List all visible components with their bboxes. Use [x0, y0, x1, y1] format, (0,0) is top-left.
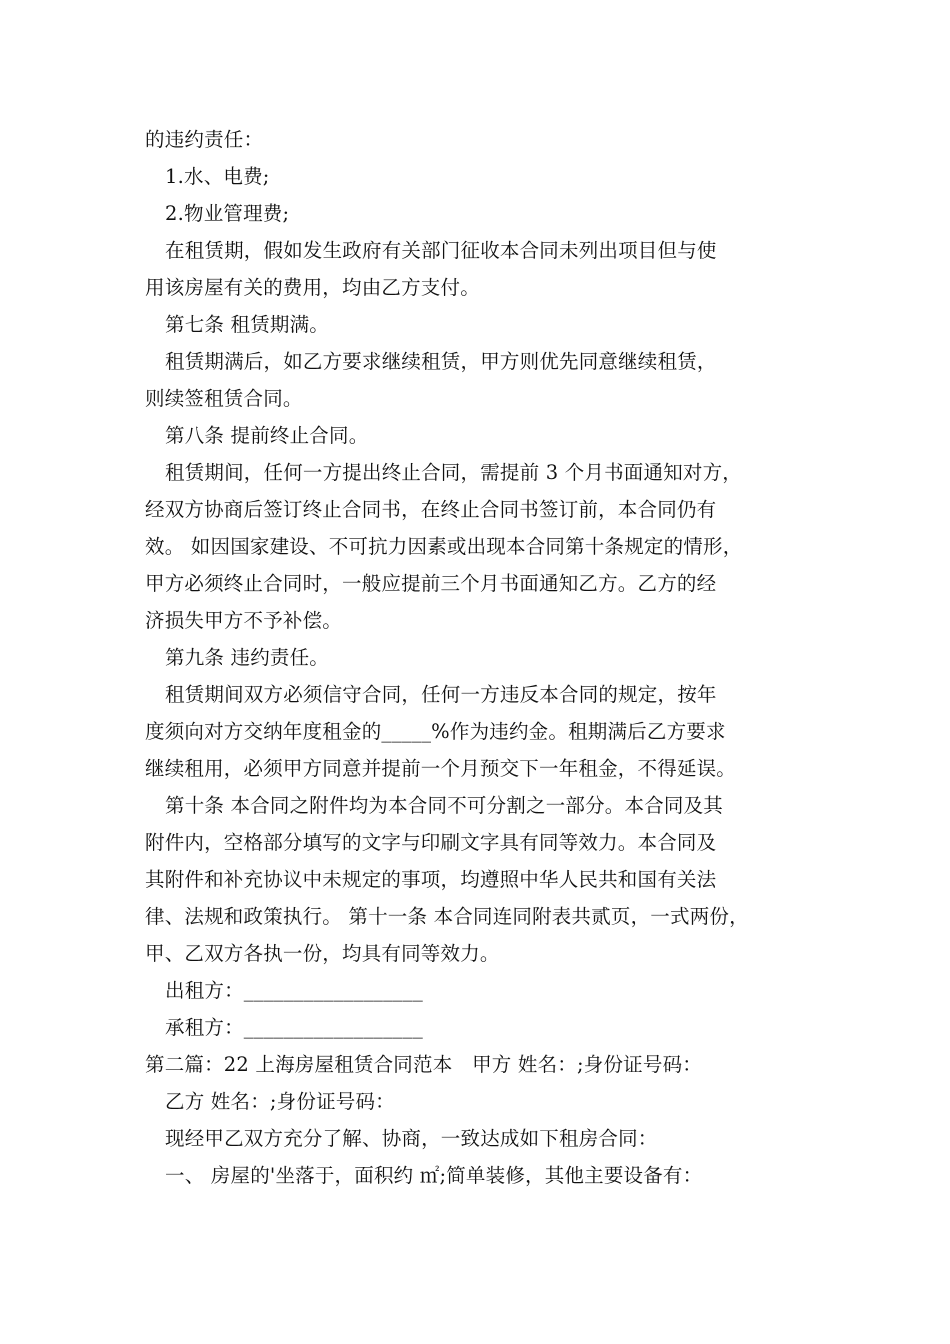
document-line: 一、 房屋的'坐落于，面积约 ㎡;简单装修，其他主要设备有：: [165, 1164, 703, 1187]
document-line: 继续租用，必须甲方同意并提前一个月预交下一年租金，不得延误。: [145, 757, 737, 780]
document-line: 律、法规和政策执行。 第十一条 本合同连同附表共贰页，一式两份，: [145, 905, 749, 928]
document-line: 的违约责任：: [145, 128, 264, 151]
document-line: 承租方：__________________: [165, 1016, 423, 1039]
document-line: 度须向对方交纳年度租金的_____%作为违约金。租期满后乙方要求: [145, 720, 726, 743]
document-line: 现经甲乙双方充分了解、协商，一致达成如下租房合同：: [165, 1127, 658, 1150]
document-line: 济损失甲方不予补偿。: [145, 609, 343, 632]
document-line: 效。 如因国家建设、不可抗力因素或出现本合同第十条规定的情形，: [145, 535, 743, 558]
document-line: 甲方必须终止合同时，一般应提前三个月书面通知乙方。乙方的经: [145, 572, 717, 595]
document-line: 出租方：__________________: [165, 979, 423, 1002]
document-line: 租赁期间双方必须信守合同，任何一方违反本合同的规定，按年: [165, 683, 717, 706]
document-line: 第十条 本合同之附件均为本合同不可分割之一部分。本合同及其: [165, 794, 723, 817]
document-line: 2.物业管理费;: [165, 202, 290, 225]
document-line: 租赁期满后，如乙方要求继续租赁，甲方则优先同意继续租赁，: [165, 350, 717, 373]
document-line: 在租赁期，假如发生政府有关部门征收本合同未列出项目但与使: [165, 239, 717, 262]
document-line: 第八条 提前终止合同。: [165, 424, 369, 447]
document-body: [145, 121, 820, 1194]
document-line: 乙方 姓名：;身份证号码：: [165, 1090, 395, 1113]
document-line: 甲、乙双方各执一份，均具有同等效力。: [145, 942, 500, 965]
document-line: 1.水、电费;: [165, 165, 270, 188]
document-line: 用该房屋有关的费用，均由乙方支付。: [145, 276, 480, 299]
document-line: 经双方协商后签订终止合同书，在终止合同书签订前，本合同仍有: [145, 498, 717, 521]
document-line: 租赁期间，任何一方提出终止合同，需提前 3 个月书面通知对方，: [165, 461, 743, 484]
document-line: 第二篇：22 上海房屋租赁合同范本 甲方 姓名：;身份证号码：: [145, 1053, 702, 1076]
document-line: 第九条 违约责任。: [165, 646, 329, 669]
document-line: 附件内，空格部分填写的文字与印刷文字具有同等效力。本合同及: [145, 831, 717, 854]
document-line: 第七条 租赁期满。: [165, 313, 329, 336]
document-line: 其附件和补充协议中未规定的事项，均遵照中华人民共和国有关法: [145, 868, 717, 891]
document-line: 则续签租赁合同。: [145, 387, 303, 410]
